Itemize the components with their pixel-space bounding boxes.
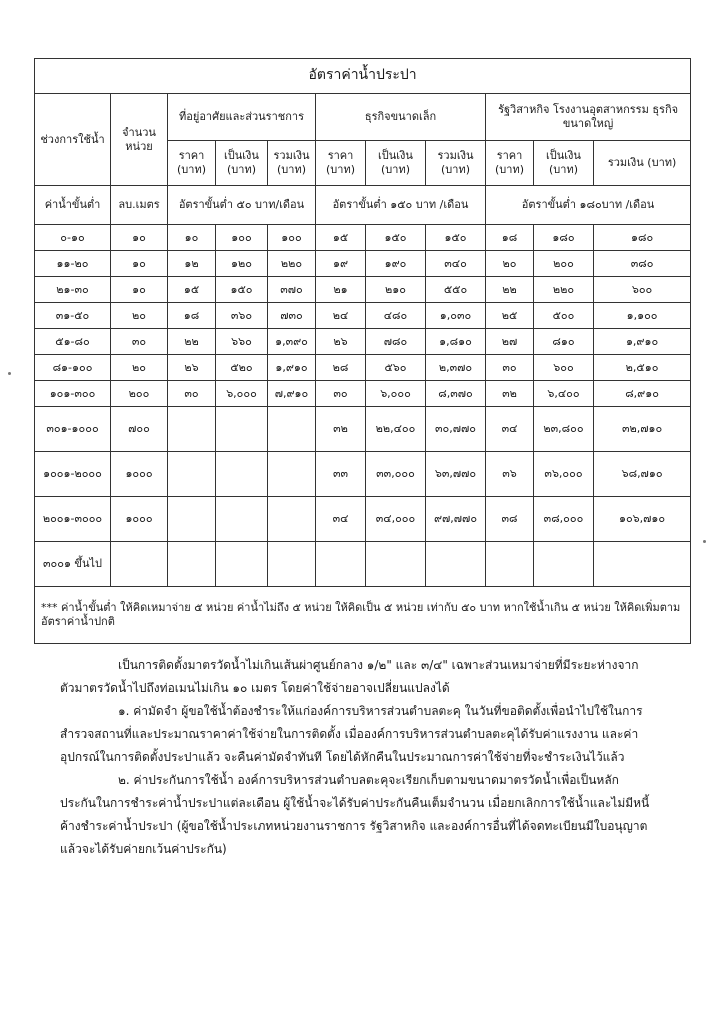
cell-res-price: ๒๒ [168, 329, 216, 355]
header-group-small-business: ธุรกิจขนาดเล็ก [316, 94, 486, 141]
cell-large-total: ๑๘๐ [594, 225, 691, 251]
cell-res-total [268, 542, 316, 587]
cell-large-price: ๓๒ [486, 381, 534, 407]
table-note: *** ค่าน้ำขั้นต่ำ ให้คิดเหมาจ่าย ๕ หน่วย ค่าน้ำไม่ถึง ๕ หน่วย ให้คิดเป็น ๕ หน่วย เท่ากับ ๕๐ บาท หากใช้น้ำเกิน ๕ หน่วย ให้คิดเพิ่มตามอัตราค่าน้ำปกติ [35, 587, 691, 644]
header-total: รวมเงิน (บาท) [426, 141, 486, 186]
cell-large-price: ๓๐ [486, 355, 534, 381]
cell-res-amount: ๑๕๐ [216, 277, 268, 303]
header-group-large: รัฐวิสาหกิจ โรงงานอุตสาหกรรม ธุรกิจขนาดใหญ่ [486, 94, 691, 141]
cell-usage-range: ๑๐๐๑-๒๐๐๐ [35, 452, 111, 497]
cell-small-amount: ๒๒,๔๐๐ [366, 407, 426, 452]
scan-dot [8, 372, 11, 375]
cell-usage-range: ๑๑-๒๐ [35, 251, 111, 277]
cell-usage-range: ๕๑-๘๐ [35, 329, 111, 355]
cell-large-total: ๑,๑๐๐ [594, 303, 691, 329]
cell-small-amount: ๕๖๐ [366, 355, 426, 381]
paragraph-meter-install: เป็นการติดตั้งมาตรวัดน้ำไม่เกินเส้นผ่าศูนย์กลาง ๑/๒" และ ๓/๔" เฉพาะส่วนเหมาจ่ายที่มีระยะห่างจากตัวมาตรวัดน้ำไปถึงท่อเมนไม่เกิน ๑๐ เมตร โดยค่าใช้จ่ายอาจเปลี่ยนแปลงได้ [60, 658, 639, 695]
cell-small-price: ๒๖ [316, 329, 366, 355]
cell-res-amount: ๕๒๐ [216, 355, 268, 381]
cell-small-total [426, 542, 486, 587]
cell-units: ๑๐ [111, 251, 168, 277]
paragraph-deposit: ๑. ค่ามัดจำ ผู้ขอใช้น้ำต้องชำระให้แก่องค์การบริหารส่วนตำบลตะคุ ในวันที่ขอติดตั้งเพื่อนำไปใช้ในการสำรวจสถานที่และประมาณราคาค่าใช้จ่ายในการติดตั้ง เมื่อองค์การบริหารส่วนตำบลตะคุได้รับค่าแรงงาน และค่าอุปกรณ์ในการติดตั้งประปาแล้ว จะคืนค่ามัดจำทันที โดยได้หักคืนในประมาณการค่าใช้จ่ายที่จะชำระเงินไว้แล้ว [60, 704, 643, 764]
cell-small-total: ๑,๘๑๐ [426, 329, 486, 355]
cell-usage-range: ๒๐๐๑-๓๐๐๐ [35, 497, 111, 542]
cell-small-amount: ๔๘๐ [366, 303, 426, 329]
cell-usage-range: ๒๑-๓๐ [35, 277, 111, 303]
cell-res-total [268, 452, 316, 497]
table-row [35, 542, 691, 587]
cell-res-amount [216, 542, 268, 587]
header-group-residential: ที่อยู่อาศัยและส่วนราชการ [168, 94, 316, 141]
cell-small-price: ๓๐ [316, 381, 366, 407]
cell-large-price: ๑๘ [486, 225, 534, 251]
water-rate-table-container [34, 58, 690, 644]
header-price: ราคา (บาท) [316, 141, 366, 186]
cell-small-amount: ๖,๐๐๐ [366, 381, 426, 407]
cell-large-amount [534, 542, 594, 587]
cell-res-price [168, 542, 216, 587]
cell-large-amount: ๒๓,๘๐๐ [534, 407, 594, 452]
table-row [35, 497, 691, 542]
cell-small-amount: ๑๕๐ [366, 225, 426, 251]
table-row [35, 452, 691, 497]
cell-large-amount: ๖,๔๐๐ [534, 381, 594, 407]
header-amount: เป็นเงิน (บาท) [216, 141, 268, 186]
table-row [35, 381, 691, 407]
cell-res-price: ๑๒ [168, 251, 216, 277]
cell-res-amount: ๑๐๐ [216, 225, 268, 251]
cell-usage-range: ๓๐๑-๑๐๐๐ [35, 407, 111, 452]
header-total: รวมเงิน (บาท) [594, 141, 691, 186]
cell-res-price: ๑๐ [168, 225, 216, 251]
cell-units: ๑๐ [111, 277, 168, 303]
table-title: อัตราค่าน้ำประปา [35, 59, 691, 94]
cell-res-total: ๗๓๐ [268, 303, 316, 329]
cell-units [111, 542, 168, 587]
cell-large-total: ๒,๕๑๐ [594, 355, 691, 381]
cell-res-amount [216, 407, 268, 452]
minimum-label: ค่าน้ำขั้นต่ำ [35, 186, 111, 225]
cell-units: ๑๐๐๐ [111, 452, 168, 497]
cell-large-total: ๑,๙๑๐ [594, 329, 691, 355]
table-row [35, 329, 691, 355]
cell-res-price: ๓๐ [168, 381, 216, 407]
cell-res-total: ๓๗๐ [268, 277, 316, 303]
cell-small-total: ๓๔๐ [426, 251, 486, 277]
cell-large-price: ๒๕ [486, 303, 534, 329]
header-amount: เป็นเงิน (บาท) [534, 141, 594, 186]
header-price: ราคา (บาท) [486, 141, 534, 186]
cell-large-amount: ๖๐๐ [534, 355, 594, 381]
cell-small-price: ๓๔ [316, 497, 366, 542]
cell-units: ๑๐ [111, 225, 168, 251]
cell-large-total: ๑๐๖,๗๑๐ [594, 497, 691, 542]
cell-large-amount: ๘๑๐ [534, 329, 594, 355]
cell-res-amount [216, 452, 268, 497]
cell-small-amount: ๓๓,๐๐๐ [366, 452, 426, 497]
cell-large-amount: ๑๘๐ [534, 225, 594, 251]
header-usage-range: ช่วงการใช้น้ำ [35, 94, 111, 186]
cell-res-total: ๑,๙๑๐ [268, 355, 316, 381]
cell-small-amount: ๓๔,๐๐๐ [366, 497, 426, 542]
water-rate-table [34, 58, 691, 644]
cell-usage-range: ๘๑-๑๐๐ [35, 355, 111, 381]
cell-res-price [168, 497, 216, 542]
cell-small-total: ๘,๓๗๐ [426, 381, 486, 407]
cell-small-price: ๑๕ [316, 225, 366, 251]
cell-res-total: ๒๒๐ [268, 251, 316, 277]
cell-large-amount: ๓๘,๐๐๐ [534, 497, 594, 542]
cell-small-price: ๓๓ [316, 452, 366, 497]
cell-small-total: ๑๕๐ [426, 225, 486, 251]
cell-usage-range: ๐-๑๐ [35, 225, 111, 251]
header-amount: เป็นเงิน (บาท) [366, 141, 426, 186]
cell-large-price: ๒๐ [486, 251, 534, 277]
cell-large-price: ๓๔ [486, 407, 534, 452]
cell-res-total [268, 497, 316, 542]
cell-small-total: ๒,๓๗๐ [426, 355, 486, 381]
cell-res-amount: ๓๖๐ [216, 303, 268, 329]
cell-small-price: ๓๒ [316, 407, 366, 452]
header-price: ราคา (บาท) [168, 141, 216, 186]
table-row [35, 277, 691, 303]
cell-large-total: ๓๒,๗๑๐ [594, 407, 691, 452]
cell-small-total: ๙๗,๗๗๐ [426, 497, 486, 542]
cell-usage-range: ๓๑-๕๐ [35, 303, 111, 329]
cell-units: ๑๐๐๐ [111, 497, 168, 542]
paragraph-guarantee: ๒. ค่าประกันการใช้น้ำ องค์การบริหารส่วนตำบลตะคุจะเรียกเก็บตามขนาดมาตรวัดน้ำเพื่อเป็นหลักประกันในการชำระค่าน้ำประปาแต่ละเดือน ผู้ใช้น้ำจะได้รับค่าประกันคืนเต็มจำนวน เมื่อยกเลิกการใช้น้ำและไม่มีหนี้ค้างชำระค่าน้ำประปา (ผู้ขอใช้น้ำประเภทหน่วยงานราชการ รัฐวิสาหกิจ และองค์การอื่นที่ได้จดทะเบียนมีใบอนุญาตแล้วจะได้รับค่ายกเว้นค่าประกัน) [60, 773, 650, 856]
cell-res-amount: ๖๖๐ [216, 329, 268, 355]
cell-large-total: ๖๘,๗๑๐ [594, 452, 691, 497]
header-units: จำนวนหน่วย [111, 94, 168, 186]
cell-units: ๒๐๐ [111, 381, 168, 407]
minimum-small-business: อัตราขั้นต่ำ ๑๕๐ บาท /เดือน [316, 186, 486, 225]
minimum-large: อัตราขั้นต่ำ ๑๘๐บาท /เดือน [486, 186, 691, 225]
cell-small-amount: ๗๘๐ [366, 329, 426, 355]
minimum-residential: อัตราขั้นต่ำ ๕๐ บาท/เดือน [168, 186, 316, 225]
table-row [35, 303, 691, 329]
header-total: รวมเงิน (บาท) [268, 141, 316, 186]
cell-small-price: ๒๔ [316, 303, 366, 329]
cell-res-price [168, 407, 216, 452]
cell-units: ๗๐๐ [111, 407, 168, 452]
cell-large-total: ๓๘๐ [594, 251, 691, 277]
cell-res-price: ๑๘ [168, 303, 216, 329]
cell-units: ๓๐ [111, 329, 168, 355]
cell-res-amount [216, 497, 268, 542]
cell-res-amount: ๑๒๐ [216, 251, 268, 277]
explanatory-paragraphs [60, 654, 652, 861]
cell-small-total: ๑,๐๓๐ [426, 303, 486, 329]
cell-large-total [594, 542, 691, 587]
cell-units: ๒๐ [111, 303, 168, 329]
cell-large-amount: ๕๐๐ [534, 303, 594, 329]
cell-large-price: ๓๖ [486, 452, 534, 497]
cell-units: ๒๐ [111, 355, 168, 381]
cell-large-amount: ๒๒๐ [534, 277, 594, 303]
cell-small-total: ๓๐,๗๗๐ [426, 407, 486, 452]
cell-usage-range: ๓๐๐๑ ขึ้นไป [35, 542, 111, 587]
cell-large-price: ๓๘ [486, 497, 534, 542]
cell-large-amount: ๒๐๐ [534, 251, 594, 277]
cell-small-price [316, 542, 366, 587]
table-row [35, 355, 691, 381]
cell-small-total: ๖๓,๗๗๐ [426, 452, 486, 497]
cell-res-amount: ๖,๐๐๐ [216, 381, 268, 407]
cell-small-price: ๑๙ [316, 251, 366, 277]
cell-res-total [268, 407, 316, 452]
table-row [35, 251, 691, 277]
cell-large-price: ๒๗ [486, 329, 534, 355]
cell-large-amount: ๓๖,๐๐๐ [534, 452, 594, 497]
cell-large-total: ๖๐๐ [594, 277, 691, 303]
cell-large-price: ๒๒ [486, 277, 534, 303]
cell-small-price: ๒๑ [316, 277, 366, 303]
cell-large-price [486, 542, 534, 587]
table-row [35, 407, 691, 452]
cell-res-total: ๑,๓๙๐ [268, 329, 316, 355]
cell-res-total: ๑๐๐ [268, 225, 316, 251]
cell-res-total: ๗,๙๑๐ [268, 381, 316, 407]
cell-small-price: ๒๘ [316, 355, 366, 381]
table-row [35, 225, 691, 251]
minimum-unit: ลบ.เมตร [111, 186, 168, 225]
cell-small-amount: ๑๙๐ [366, 251, 426, 277]
rate-rows [35, 225, 691, 587]
cell-res-price [168, 452, 216, 497]
cell-small-amount: ๒๑๐ [366, 277, 426, 303]
cell-usage-range: ๑๐๑-๓๐๐ [35, 381, 111, 407]
cell-res-price: ๒๖ [168, 355, 216, 381]
cell-small-total: ๕๕๐ [426, 277, 486, 303]
cell-large-total: ๘,๙๑๐ [594, 381, 691, 407]
minimum-rate-row [35, 186, 691, 225]
cell-small-amount [366, 542, 426, 587]
cell-res-price: ๑๕ [168, 277, 216, 303]
scan-dot [703, 540, 706, 543]
